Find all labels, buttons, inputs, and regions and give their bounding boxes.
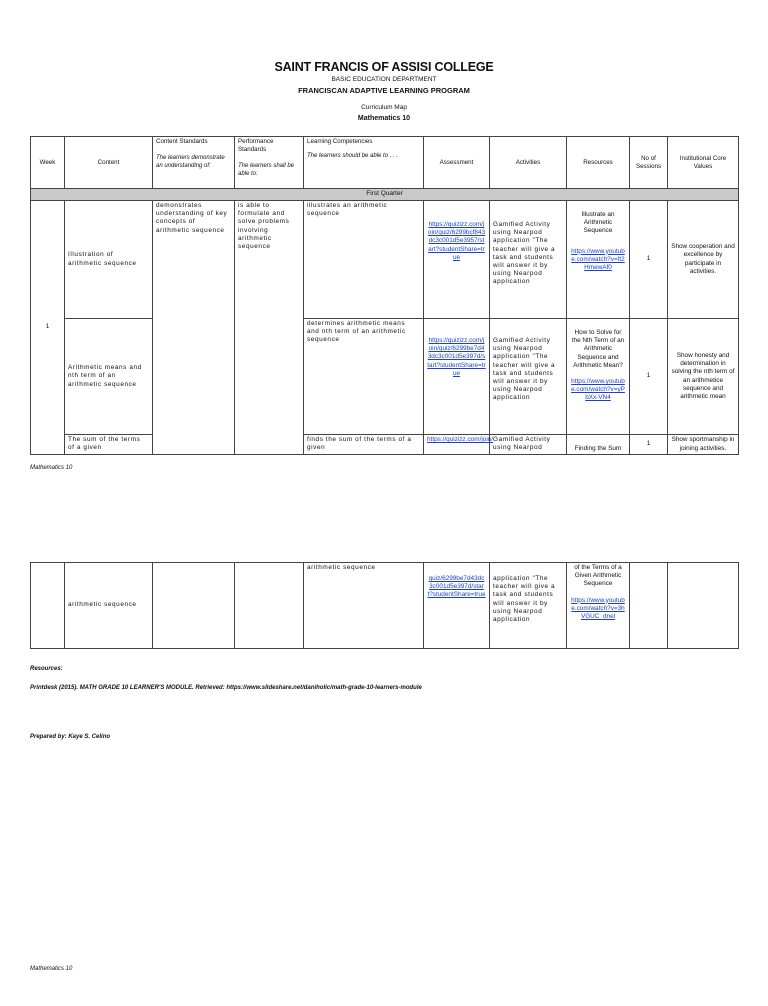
assessment-cell <box>424 435 494 455</box>
col-sessions: No of Sessions <box>630 137 668 189</box>
content-cell: Illustration of arithmetic sequence <box>65 201 153 319</box>
resource-title: How to Solve for the Nth Term of an Arithmetic Sequence and Arithmetic Mean? <box>571 329 625 369</box>
resource-link[interactable]: https://www.youtube.com/watch?v=yPbXx-VN4 <box>571 377 625 402</box>
col-activities: Activities <box>490 137 567 189</box>
values-cell: Show honesty and determination in solving the nth term of an arithmetice sequence and arithmetic mean <box>668 319 739 435</box>
competency-cell: arithmetic sequence <box>304 563 424 649</box>
sessions-cell: 1 <box>630 201 668 319</box>
subject-title: Mathematics 10 <box>357 115 411 122</box>
col-performance-standards-sub: The learners shall be able to: <box>238 162 295 177</box>
assessment-cell <box>424 201 490 319</box>
content-standard-cell: demonstrates understanding of key concepts of arithmetic sequence <box>153 201 235 455</box>
prepared-by: Prepared by: Kaye S. Celino <box>30 734 111 740</box>
col-content-standards-sub: The learners demonstrate an understanding of: <box>156 154 225 169</box>
values-cell: Show cooperation and excellence by participate in activities. <box>668 201 739 319</box>
content-cell: Arithmetic means and nth term of an arithmetic sequence <box>65 319 153 435</box>
resources-cell <box>567 563 630 649</box>
sessions-cell: 1 <box>630 319 668 435</box>
week-cell <box>31 563 65 649</box>
content-standard-cell <box>153 563 235 649</box>
col-assessment: Assessment <box>424 137 490 189</box>
activities-cell: Gamified Activity using Nearpod <box>490 435 567 455</box>
content-cell: arithmetic sequence <box>65 563 153 649</box>
document-type: Curriculum Map <box>361 104 407 111</box>
performance-standard-cell <box>235 563 304 649</box>
resource-link[interactable]: https://www.youtube.com/watch?v=3hVGUC_dnel <box>571 596 625 620</box>
col-content-standards-title: Content Standards <box>156 138 208 145</box>
col-learning-competencies-title: Learning Competencies <box>307 138 373 145</box>
values-cell: Show sportmanship in joining activities. <box>668 435 739 455</box>
col-performance-standards-title: Performance Standards <box>238 138 274 153</box>
col-values: Institutional Core Values <box>668 137 739 189</box>
citation-text: Printdesk (2015). MATH GRADE 10 LEARNER'S MODULE. Retrieved: https://www.slideshare.net/danihoIic/math-grade-10-learners-module <box>30 685 422 691</box>
assessment-link[interactable]: https://quizizz.com/join/quiz/6299bcf843dc3c001d5e3957/start?studentShare=true <box>427 221 486 261</box>
col-content-standards <box>153 137 235 189</box>
resources-cell <box>567 319 630 435</box>
col-learning-competencies <box>304 137 424 189</box>
competency-cell: illustrates an arithmetic sequence <box>304 201 424 319</box>
department-name: BASIC EDUCATION DEPARTMENT <box>331 76 437 83</box>
curriculum-map-table-continued <box>30 562 739 649</box>
col-performance-standards <box>235 137 304 189</box>
activities-cell: application "The teacher will give a task and students will answer it by using Nearpod application <box>490 563 567 649</box>
sessions-cell <box>630 563 668 649</box>
performance-standard-cell: is able to formulate and solve problems involving arithmetic sequence <box>235 201 304 455</box>
resource-title: Illustrate an Arithmetic Sequence <box>581 211 615 235</box>
competency-cell: finds the sum of the terms of a given <box>304 435 424 455</box>
school-name: SAINT FRANCIS OF ASSISI COLLEGE <box>274 60 494 74</box>
week-number: 1 <box>31 201 65 455</box>
col-resources: Resources <box>567 137 630 189</box>
assessment-cell <box>424 563 490 649</box>
resources-label: Resources: <box>30 666 63 672</box>
resource-link[interactable]: https://www.youtube.com/watch?v=ft2HmewAf0 <box>571 247 625 271</box>
resource-title: Finding the Sum <box>567 435 630 455</box>
page-footer: Mathematics 10 <box>30 966 73 972</box>
assessment-link[interactable]: https://quizizz.com/join/ <box>427 436 494 443</box>
col-week: Week <box>31 137 65 189</box>
activities-cell: Gamified Activity using Nearpod application "The teacher will give a task and students will answer it by using Nearpod application <box>490 319 567 435</box>
quarter-label: First Quarter <box>31 189 739 201</box>
resources-cell <box>567 201 630 319</box>
page-footer: Mathematics 10 <box>30 465 73 471</box>
values-cell <box>668 563 739 649</box>
activities-cell: Gamified Activity using Nearpod application "The teacher will give a task and students will answer it by using Nearpod application <box>490 201 567 319</box>
content-cell: The sum of the terms of a given <box>65 435 153 455</box>
competency-cell: determines arithmetic means and nth term of an arithmetic sequence <box>304 319 424 435</box>
assessment-cell <box>424 319 490 435</box>
col-learning-competencies-sub: The learners should be able to . . . <box>307 152 399 159</box>
sessions-cell: 1 <box>630 435 668 455</box>
resource-title: of the Terms of a Given Arithmetic Sequence <box>574 564 622 588</box>
assessment-link[interactable]: quiz/6299be7d43dc3c001d5e397d/start?studentShare=true <box>427 575 486 599</box>
col-content: Content <box>65 137 153 189</box>
assessment-link[interactable]: https://quizizz.com/join/quiz/6299be7d43dc3c001d5e397d/start?studentShare=true <box>427 337 486 377</box>
curriculum-map-table <box>30 136 739 455</box>
program-name: FRANCISCAN ADAPTIVE LEARNING PROGRAM <box>298 86 470 95</box>
